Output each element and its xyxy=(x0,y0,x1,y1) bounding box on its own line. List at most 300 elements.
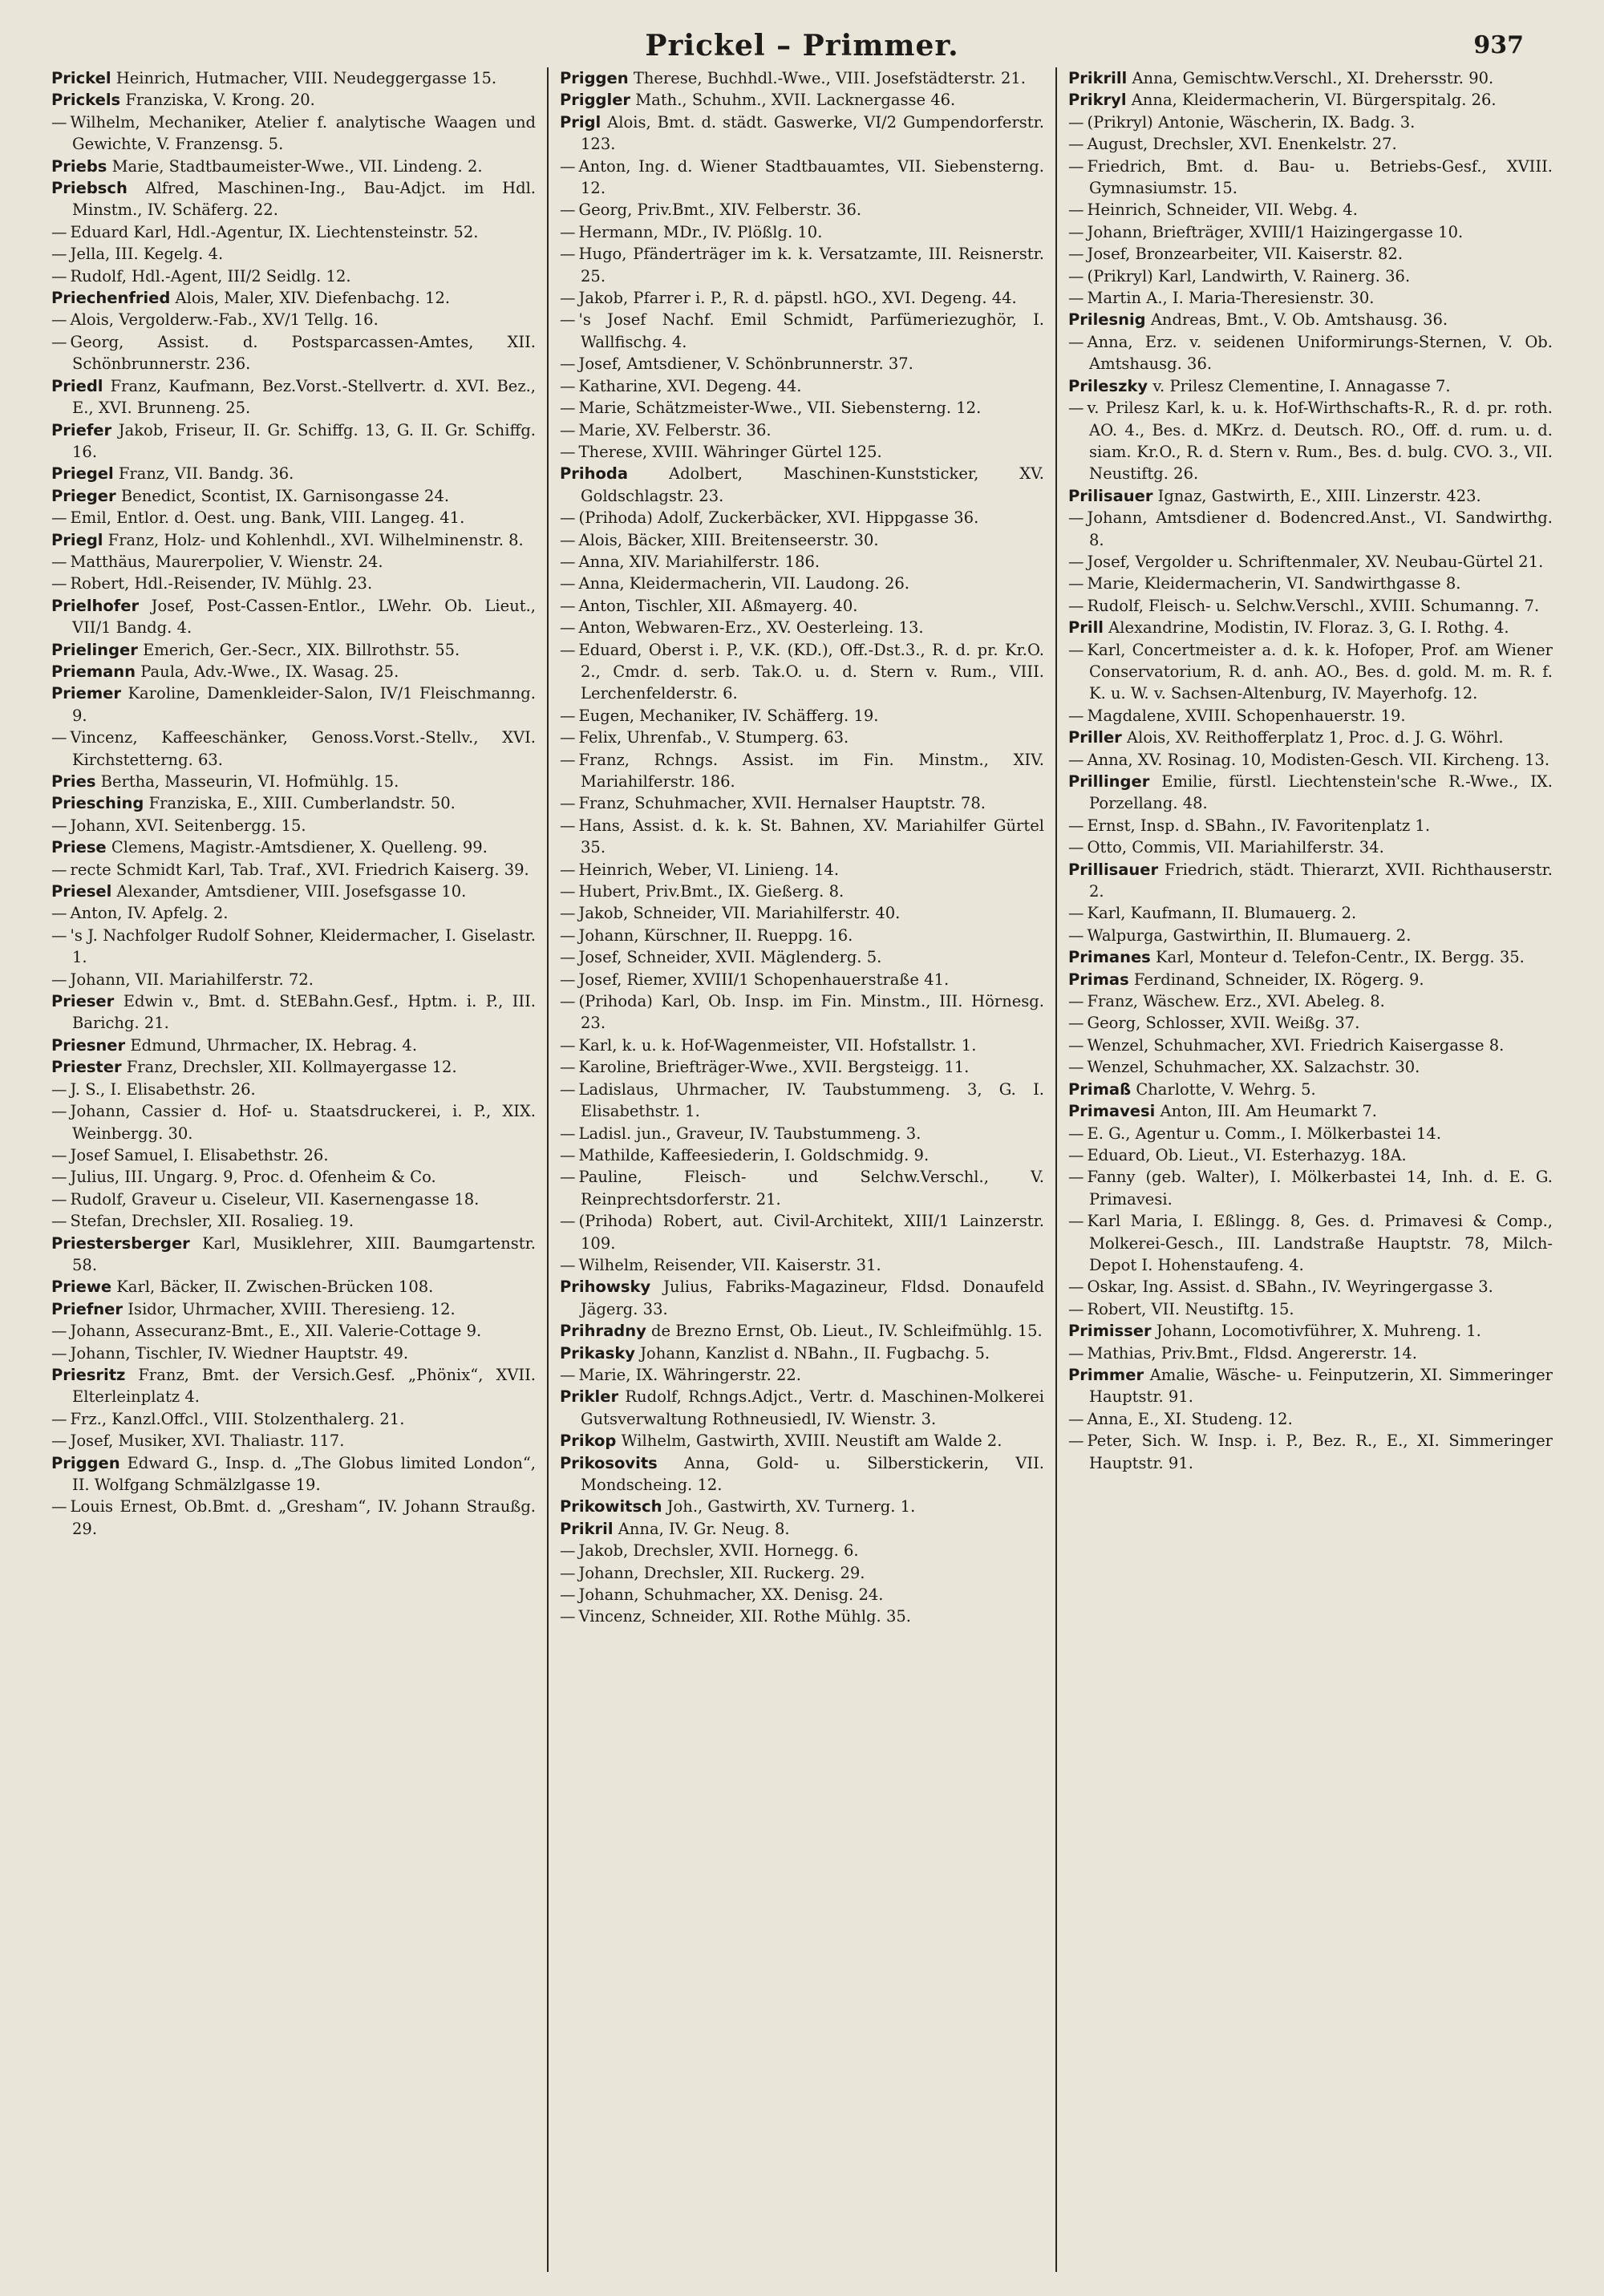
directory-entry xyxy=(1068,375,1553,397)
directory-entry xyxy=(560,309,1044,353)
ditto-dash: — xyxy=(51,310,67,330)
entry-details: Johann, Assecuranz-Bmt., E., XII. Valerie-Cottage 9. xyxy=(70,1322,482,1341)
directory-entry xyxy=(1068,902,1553,924)
entry-surname: Priewe xyxy=(51,1278,112,1297)
entry-details: Anton, Tischler, XII. Aßmayerg. 40. xyxy=(578,596,858,615)
directory-entry xyxy=(51,573,536,594)
ditto-dash: — xyxy=(560,728,576,747)
directory-entry xyxy=(51,221,536,243)
ditto-dash: — xyxy=(1068,289,1084,308)
ditto-dash: — xyxy=(560,1607,576,1626)
ditto-dash: — xyxy=(51,1497,67,1516)
entry-surname: Prihowsky xyxy=(560,1278,651,1297)
directory-entry xyxy=(560,89,1044,111)
entry-details: Georg, Assist. d. Postsparcassen-Amtes, XII. Schönbrunnerstr. 236. xyxy=(70,332,536,374)
directory-entry xyxy=(560,1452,1044,1496)
entry-details: Marie, Kleidermacherin, VI. Sandwirthgasse 8. xyxy=(1087,574,1461,593)
directory-entry xyxy=(560,792,1044,814)
entry-details: Julius, III. Ungarg. 9, Proc. d. Ofenheim & Co. xyxy=(70,1168,436,1187)
entry-details: Anna, E., XI. Studeng. 12. xyxy=(1087,1409,1293,1428)
entry-details: Alexander, Amtsdiener, VIII. Josefsgasse 10. xyxy=(116,882,467,901)
ditto-dash: — xyxy=(1068,596,1084,615)
entry-details: Franz, Holz- und Kohlenhdl., XVI. Wilhelminenstr. 8. xyxy=(107,530,524,549)
entry-details: Johann, Locomotivführer, X. Muhreng. 1. xyxy=(1156,1322,1481,1341)
ditto-dash: — xyxy=(1068,640,1084,659)
entry-surname: Priggen xyxy=(51,1453,120,1472)
entry-details: Wenzel, Schuhmacher, XX. Salzachstr. 30. xyxy=(1087,1058,1420,1077)
ditto-dash: — xyxy=(51,1168,67,1187)
ditto-dash: — xyxy=(51,904,67,923)
entry-surname: Priggen xyxy=(560,69,629,87)
directory-entry xyxy=(51,1188,536,1210)
entry-surname: Priesching xyxy=(51,794,144,813)
ditto-dash: — xyxy=(51,552,67,571)
directory-entry xyxy=(51,265,536,287)
directory-entry xyxy=(560,1518,1044,1540)
entry-details: Edwin v., Bmt. d. StEBahn.Gesf., Hptm. i. P., III. Barichg. 21. xyxy=(72,992,537,1033)
ditto-dash: — xyxy=(1068,200,1084,220)
entry-details: Friedrich, städt. Thierarzt, XVII. Richthauserstr. 2. xyxy=(1089,860,1553,901)
directory-entry xyxy=(51,1079,536,1100)
directory-entry xyxy=(560,507,1044,528)
entry-details: Isidor, Uhrmacher, XVIII. Theresieng. 12. xyxy=(128,1299,456,1318)
directory-entry xyxy=(560,1056,1044,1078)
directory-entry xyxy=(560,1276,1044,1320)
entry-details: Jakob, Schneider, VII. Mariahilferstr. 40. xyxy=(578,904,901,923)
entry-details: Mathias, Priv.Bmt., Fldsd. Angererstr. 14. xyxy=(1087,1343,1417,1363)
entry-details: Marie, Stadtbaumeister-Wwe., VII. Lindeng. 2. xyxy=(111,156,483,176)
ditto-dash: — xyxy=(51,860,67,879)
directory-entry xyxy=(1068,309,1553,330)
entry-details: v. Prilesz Karl, k. u. k. Hof-Wirthschafts-R., R. d. pr. roth. AO. 4., Bes. d. MKrz. d. Deutsch. RO., Off. d. rum. u. d. siam. Kr.O., R. d. Stern v. Rum., Bes. d. bulg. CVO. 3., VII. Neustiftg. 26. xyxy=(1087,399,1553,484)
entry-details: Hans, Assist. d. k. k. St. Bahnen, XV. Mariahilfer Gürtel 35. xyxy=(578,816,1044,857)
entry-details: Johann, XVI. Seitenbergg. 15. xyxy=(70,816,306,835)
directory-entry xyxy=(560,815,1044,859)
directory-entry xyxy=(1068,859,1553,903)
entry-surname: Prilesnig xyxy=(1068,310,1146,330)
entry-details: Louis Ernest, Ob.Bmt. d. „Gresham“, IV. Johann Straußg. 29. xyxy=(70,1497,536,1538)
ditto-dash: — xyxy=(560,156,576,176)
entry-surname: Priefer xyxy=(51,420,112,439)
entry-details: Anna, XIV. Mariahilferstr. 186. xyxy=(578,552,820,571)
ditto-dash: — xyxy=(51,1212,67,1231)
directory-entry xyxy=(560,925,1044,946)
ditto-dash: — xyxy=(560,1585,576,1605)
entry-details: Therese, Buchhdl.-Wwe., VIII. Josefstädterstr. 21. xyxy=(633,69,1026,87)
entry-surname: Prill xyxy=(1068,618,1104,638)
ditto-dash: — xyxy=(560,1541,576,1561)
directory-entry xyxy=(560,1342,1044,1364)
entry-details: Pauline, Fleisch- und Selchw.Verschl., V. Reinprechtsdorferstr. 21. xyxy=(578,1168,1044,1209)
entry-details: Karl Maria, I. Eßlingg. 8, Ges. d. Primavesi & Comp., Molkerei-Gesch., III. Landstraße Hauptstr. 78, Milch-Depot I. Hohenstaufeng. 4. xyxy=(1087,1212,1553,1274)
directory-entry xyxy=(51,309,536,330)
directory-entry xyxy=(51,1035,536,1056)
directory-entry xyxy=(51,419,536,464)
entry-details: Paula, Adv.-Wwe., IX. Wasag. 25. xyxy=(140,662,399,681)
directory-entry xyxy=(560,353,1044,375)
entry-details: Georg, Schlosser, XVII. Weißg. 37. xyxy=(1087,1014,1360,1033)
directory-entry xyxy=(560,1144,1044,1166)
directory-entry xyxy=(51,1144,536,1166)
directory-entry xyxy=(1068,1056,1553,1078)
entry-details: Josef, Amtsdiener, V. Schönbrunnerstr. 37. xyxy=(578,354,913,374)
directory-entry xyxy=(1068,287,1553,309)
ditto-dash: — xyxy=(1068,135,1084,154)
page-number: 937 xyxy=(1473,31,1524,59)
directory-entry xyxy=(51,485,536,507)
ditto-dash: — xyxy=(560,925,576,945)
directory-entry xyxy=(51,287,536,309)
directory-entry xyxy=(1068,815,1553,836)
entry-details: Eduard, Ob. Lieut., VI. Esterhazyg. 18A. xyxy=(1087,1145,1407,1164)
ditto-dash: — xyxy=(1068,904,1084,923)
directory-entry xyxy=(51,89,536,111)
entry-details: Hermann, MDr., IV. Plößlg. 10. xyxy=(578,222,823,241)
entry-surname: Priedl xyxy=(51,376,103,395)
entry-details: Wenzel, Schuhmacher, XVI. Friedrich Kaisergasse 8. xyxy=(1087,1035,1505,1055)
directory-entry xyxy=(51,1056,536,1078)
entry-surname: Primaß xyxy=(1068,1079,1132,1099)
entry-details: Eduard Karl, Hdl.-Agentur, IX. Liechtensteinstr. 52. xyxy=(70,222,479,241)
entry-details: Johann, Kürschner, II. Rueppg. 16. xyxy=(578,925,853,945)
entry-details: Felix, Uhrenfab., V. Stumperg. 63. xyxy=(578,728,849,747)
entry-details: Ernst, Insp. d. SBahn., IV. Favoritenplatz 1. xyxy=(1087,816,1431,835)
ditto-dash: — xyxy=(560,376,576,395)
ditto-dash: — xyxy=(560,596,576,615)
directory-entry xyxy=(560,199,1044,221)
directory-entry xyxy=(51,661,536,682)
entry-details: Fanny (geb. Walter), I. Mölkerbastei 14, Inh. d. E. G. Primavesi. xyxy=(1087,1168,1553,1209)
directory-entry xyxy=(560,419,1044,441)
entry-details: Alois, XV. Reithofferplatz 1, Proc. d. J. G. Wöhrl. xyxy=(1127,728,1504,747)
directory-entry xyxy=(51,836,536,858)
entry-surname: Primanes xyxy=(1068,948,1151,967)
ditto-dash: — xyxy=(1068,222,1084,241)
ditto-dash: — xyxy=(51,1322,67,1341)
directory-entry xyxy=(1068,551,1553,573)
directory-entry xyxy=(51,1166,536,1188)
directory-entry xyxy=(560,1606,1044,1627)
entry-details: Josef Samuel, I. Elisabethstr. 26. xyxy=(70,1145,329,1164)
entry-surname: Priller xyxy=(1068,728,1122,747)
entry-details: Alfred, Maschinen-Ing., Bau-Adjct. im Hdl. Minstm., IV. Schäferg. 22. xyxy=(72,179,537,220)
directory-entry xyxy=(1068,1035,1553,1056)
ditto-dash: — xyxy=(560,1563,576,1582)
ditto-dash: — xyxy=(1068,816,1084,835)
ditto-dash: — xyxy=(1068,112,1084,132)
entry-details: Walpurga, Gastwirthin, II. Blumauerg. 2. xyxy=(1087,925,1412,945)
entry-details: Johann, VII. Mariahilferstr. 72. xyxy=(70,970,314,989)
directory-entry xyxy=(51,727,536,771)
ditto-dash: — xyxy=(51,1343,67,1363)
entry-details: Ignaz, Gastwirth, E., XIII. Linzerstr. 423. xyxy=(1157,486,1481,505)
ditto-dash: — xyxy=(1068,1014,1084,1033)
directory-entry xyxy=(560,375,1044,397)
entry-details: Johann, Cassier d. Hof- u. Staatsdruckerei, i. P., XIX. Weinbergg. 30. xyxy=(70,1102,536,1143)
entry-details: Otto, Commis, VII. Mariahilferstr. 34. xyxy=(1087,838,1384,857)
ditto-dash: — xyxy=(560,948,576,967)
entry-details: Frz., Kanzl.Offcl., VIII. Stolzenthalerg. 21. xyxy=(70,1409,405,1428)
entry-details: Alois, Bmt. d. städt. Gaswerke, VI/2 Gumpendorferstr. 123. xyxy=(581,112,1044,154)
entry-details: Wilhelm, Mechaniker, Atelier f. analytische Waagen und Gewichte, V. Franzensg. 5. xyxy=(70,112,536,154)
directory-entry xyxy=(560,1320,1044,1342)
entry-surname: Priefner xyxy=(51,1299,124,1318)
entry-details: Clemens, Magistr.-Amtsdiener, X. Quelleng. 99. xyxy=(111,838,488,857)
directory-entry xyxy=(1068,969,1553,990)
entry-surname: Prillinger xyxy=(1068,772,1150,791)
ditto-dash: — xyxy=(51,1102,67,1121)
entry-details: Johann, Schuhmacher, XX. Denisg. 24. xyxy=(578,1585,884,1605)
directory-entry xyxy=(560,441,1044,463)
entry-details: Magdalene, XVIII. Schopenhauerstr. 19. xyxy=(1087,706,1406,725)
entry-details: Amalie, Wäsche- u. Feinputzerin, XI. Simmeringer Hauptstr. 91. xyxy=(1089,1365,1553,1407)
ditto-dash: — xyxy=(560,882,576,901)
entry-details: Andreas, Bmt., V. Ob. Amtshausg. 36. xyxy=(1150,310,1448,330)
entry-details: Martin A., I. Maria-Theresienstr. 30. xyxy=(1087,289,1375,308)
entry-details: Joh., Gastwirth, XV. Turnerg. 1. xyxy=(666,1497,916,1516)
ditto-dash: — xyxy=(560,750,576,769)
directory-entry xyxy=(51,111,536,156)
directory-entry xyxy=(51,1210,536,1232)
directory-entry xyxy=(1068,1364,1553,1408)
directory-entry xyxy=(1068,1342,1553,1364)
directory-entry xyxy=(560,1496,1044,1517)
directory-entry xyxy=(1068,836,1553,858)
entry-details: Bertha, Masseurin, VI. Hofmühlg. 15. xyxy=(100,772,399,791)
entry-details: Rudolf, Rchngs.Adjct., Vertr. d. Maschinen-Molkerei Gutsverwaltung Rothneusiedl, IV. Wienstr. 3. xyxy=(581,1387,1044,1428)
entry-details: de Brezno Ernst, Ob. Lieut., IV. Schleifmühlg. 15. xyxy=(651,1322,1043,1341)
entry-surname: Priesel xyxy=(51,882,112,901)
entry-surname: Primisser xyxy=(1068,1322,1152,1341)
ditto-dash: — xyxy=(1068,1431,1084,1451)
ditto-dash: — xyxy=(560,1168,576,1187)
entry-details: Anna, Erz. v. seidenen Uniformirungs-Sternen, V. Ob. Amtshausg. 36. xyxy=(1087,332,1553,374)
entry-details: Franz, Schuhmacher, XVII. Hernalser Hauptstr. 78. xyxy=(578,794,986,813)
ditto-dash: — xyxy=(51,222,67,241)
directory-entry xyxy=(560,156,1044,200)
ditto-dash: — xyxy=(51,1079,67,1099)
entry-details: Franz, Drechsler, XII. Kollmayergasse 12. xyxy=(126,1058,457,1077)
ditto-dash: — xyxy=(560,1365,576,1384)
ditto-dash: — xyxy=(51,816,67,835)
entry-details: August, Drechsler, XVI. Enenkelstr. 27. xyxy=(1087,135,1397,154)
entry-surname: Primavesi xyxy=(1068,1102,1156,1121)
ditto-dash: — xyxy=(1068,706,1084,725)
directory-entry xyxy=(560,749,1044,793)
entry-details: Vincenz, Kaffeeschänker, Genoss.Vorst.-Stellv., XVI. Kirchstetterng. 63. xyxy=(70,728,536,769)
entry-surname: Priebs xyxy=(51,156,107,176)
entry-surname: Prileszky xyxy=(1068,376,1148,395)
entry-surname: Prilisauer xyxy=(1068,486,1153,505)
ditto-dash: — xyxy=(51,508,67,528)
directory-entry xyxy=(560,463,1044,507)
directory-entry xyxy=(1068,221,1553,243)
ditto-dash: — xyxy=(51,1145,67,1164)
ditto-dash: — xyxy=(560,860,576,879)
directory-entry xyxy=(1068,89,1553,111)
directory-entry xyxy=(51,1233,536,1277)
directory-entry xyxy=(51,1408,536,1430)
ditto-dash: — xyxy=(560,354,576,374)
directory-entry xyxy=(51,595,536,639)
ditto-dash: — xyxy=(560,1124,576,1143)
directory-entry xyxy=(51,1364,536,1408)
directory-entry xyxy=(1068,1123,1553,1144)
entry-details: Rudolf, Graveur u. Ciseleur, VII. Kasernengasse 18. xyxy=(70,1189,480,1209)
entry-surname: Priemer xyxy=(51,684,121,703)
directory-entry xyxy=(560,859,1044,881)
ditto-dash: — xyxy=(560,508,576,528)
ditto-dash: — xyxy=(1068,1212,1084,1231)
directory-entry xyxy=(51,1276,536,1298)
column-3 xyxy=(1055,67,1564,2272)
directory-entry xyxy=(1068,946,1553,968)
entry-surname: Prigl xyxy=(560,112,602,132)
entry-details: Vincenz, Schneider, XII. Rothe Mühlg. 35. xyxy=(578,1607,911,1626)
directory-entry xyxy=(51,529,536,551)
directory-entry xyxy=(51,156,536,177)
ditto-dash: — xyxy=(560,1079,576,1099)
entry-details: Anton, Webwaren-Erz., XV. Oesterleing. 13. xyxy=(578,618,924,638)
ditto-dash: — xyxy=(560,794,576,813)
directory-entry xyxy=(560,617,1044,638)
entry-details: Karoline, Damenkleider-Salon, IV/1 Fleischmanng. 9. xyxy=(72,684,536,725)
directory-entry xyxy=(51,67,536,89)
entry-details: 's Josef Nachf. Emil Schmidt, Parfümeriezughör, I. Wallfischg. 4. xyxy=(578,310,1044,351)
directory-entry xyxy=(560,1079,1044,1123)
ditto-dash: — xyxy=(560,442,576,461)
directory-entry xyxy=(560,529,1044,551)
ditto-dash: — xyxy=(560,1035,576,1055)
entry-details: Anton, Ing. d. Wiener Stadtbauamtes, VII. Siebensterng. 12. xyxy=(578,156,1044,198)
entry-details: J. S., I. Elisabethstr. 26. xyxy=(70,1079,256,1099)
directory-entry xyxy=(51,990,536,1035)
ditto-dash: — xyxy=(560,200,576,220)
directory-entry xyxy=(51,331,536,375)
entry-details: Anna, Kleidermacherin, VII. Laudong. 26. xyxy=(578,574,909,593)
ditto-dash: — xyxy=(1068,1278,1084,1297)
entry-surname: Prikowitsch xyxy=(560,1497,662,1516)
ditto-dash: — xyxy=(560,1255,576,1274)
ditto-dash: — xyxy=(560,310,576,330)
directory-entry xyxy=(560,397,1044,419)
directory-entry xyxy=(1068,507,1553,551)
directory-entry xyxy=(560,1254,1044,1276)
entry-details: Karl, Monteur d. Telefon-Centr., IX. Bergg. 35. xyxy=(1156,948,1525,967)
entry-details: Franz, VII. Bandg. 36. xyxy=(118,464,294,484)
directory-entry xyxy=(1068,1210,1553,1276)
ditto-dash: — xyxy=(560,420,576,439)
ditto-dash: — xyxy=(1068,552,1084,571)
entry-surname: Prieger xyxy=(51,486,116,505)
directory-entry xyxy=(51,1320,536,1342)
ditto-dash: — xyxy=(51,332,67,351)
entry-details: Marie, XV. Felberstr. 36. xyxy=(578,420,772,439)
directory-entry xyxy=(560,881,1044,902)
directory-entry xyxy=(51,902,536,924)
ditto-dash: — xyxy=(560,618,576,638)
ditto-dash: — xyxy=(51,925,67,945)
entry-details: Johann, Drechsler, XII. Ruckerg. 29. xyxy=(578,1563,865,1582)
entry-surname: Prielhofer xyxy=(51,596,140,615)
directory-entry xyxy=(1068,1408,1553,1430)
entry-details: (Prihoda) Robert, aut. Civil-Architekt, XIII/1 Lainzerstr. 109. xyxy=(578,1212,1044,1253)
directory-entry xyxy=(1068,990,1553,1012)
directory-entry xyxy=(1068,1166,1553,1210)
directory-entry xyxy=(1068,1298,1553,1320)
entry-details: Jakob, Friseur, II. Gr. Schiffg. 13, G. II. Gr. Schiffg. 16. xyxy=(72,420,537,461)
entry-details: Franziska, V. Krong. 20. xyxy=(125,91,315,110)
directory-entry xyxy=(51,859,536,881)
directory-entry xyxy=(560,1123,1044,1144)
directory-entry xyxy=(560,111,1044,156)
entry-surname: Priester xyxy=(51,1058,122,1077)
columns xyxy=(40,67,1564,2272)
entry-details: (Prikryl) Karl, Landwirth, V. Rainerg. 36. xyxy=(1087,266,1411,285)
directory-entry xyxy=(51,507,536,528)
directory-entry xyxy=(560,1166,1044,1210)
directory-entry xyxy=(1068,617,1553,638)
entry-details: Franziska, E., XIII. Cumberlandstr. 50. xyxy=(148,794,456,813)
directory-entry xyxy=(560,639,1044,705)
entry-surname: Prieser xyxy=(51,992,115,1011)
directory-entry xyxy=(1068,1430,1553,1474)
entry-details: Jakob, Pfarrer i. P., R. d. päpstl. hGO., XVI. Degeng. 44. xyxy=(578,289,1017,308)
directory-entry xyxy=(1068,485,1553,507)
entry-surname: Prickels xyxy=(51,91,121,110)
entry-surname: Primmer xyxy=(1068,1365,1144,1384)
directory-entry xyxy=(51,1342,536,1364)
entry-details: Mathilde, Kaffeesiederin, I. Goldschmidg. 9. xyxy=(578,1145,930,1164)
entry-details: Rudolf, Fleisch- u. Selchw.Verschl., XVIII. Schumanng. 7. xyxy=(1087,596,1540,615)
directory-entry xyxy=(1068,771,1553,815)
ditto-dash: — xyxy=(1068,838,1084,857)
column-1 xyxy=(40,67,547,2272)
ditto-dash: — xyxy=(560,816,576,835)
entry-details: Anton, IV. Apfelg. 2. xyxy=(70,904,229,923)
directory-entry xyxy=(1068,1144,1553,1166)
entry-surname: Prikrill xyxy=(1068,69,1128,87)
entry-details: v. Prilesz Clementine, I. Annagasse 7. xyxy=(1152,376,1451,395)
entry-details: Adolbert, Maschinen-Kunststicker, XV. Goldschlagstr. 23. xyxy=(581,464,1044,505)
entry-details: Alois, Vergolderw.-Fab., XV/1 Tellg. 16. xyxy=(70,310,379,330)
ditto-dash: — xyxy=(560,222,576,241)
ditto-dash: — xyxy=(51,970,67,989)
entry-details: Josef, Riemer, XVIII/1 Schopenhauerstraße 41. xyxy=(578,970,950,989)
directory-entry xyxy=(560,969,1044,990)
entry-details: Friedrich, Bmt. d. Bau- u. Betriebs-Gesf., XVIII. Gymnasiumstr. 15. xyxy=(1087,156,1553,198)
ditto-dash: — xyxy=(1068,992,1084,1011)
entry-details: Eugen, Mechaniker, IV. Schäfferg. 19. xyxy=(578,706,879,725)
directory-entry xyxy=(560,902,1044,924)
entry-surname: Prickel xyxy=(51,69,111,87)
entry-details: Johann, Kanzlist d. NBahn., II. Fugbachg. 5. xyxy=(640,1343,990,1363)
entry-details: Wilhelm, Reisender, VII. Kaiserstr. 31. xyxy=(578,1255,881,1274)
directory-entry xyxy=(51,463,536,484)
entry-details: Hugo, Pfänderträger im k. k. Versatzamte, III. Reisnerstr. 25. xyxy=(578,245,1044,285)
directory-entry xyxy=(1068,133,1553,155)
ditto-dash: — xyxy=(560,1145,576,1164)
entry-details: Johann, Briefträger, XVIII/1 Haizingergasse 10. xyxy=(1087,222,1464,241)
directory-entry xyxy=(560,551,1044,573)
directory-entry xyxy=(1068,156,1553,200)
entry-details: Emil, Entlor. d. Oest. ung. Bank, VIII. Langeg. 41. xyxy=(70,508,465,528)
ditto-dash: — xyxy=(560,245,576,264)
directory-entry xyxy=(1068,265,1553,287)
ditto-dash: — xyxy=(1068,574,1084,593)
directory-entry xyxy=(1068,573,1553,594)
directory-entry xyxy=(1068,595,1553,617)
